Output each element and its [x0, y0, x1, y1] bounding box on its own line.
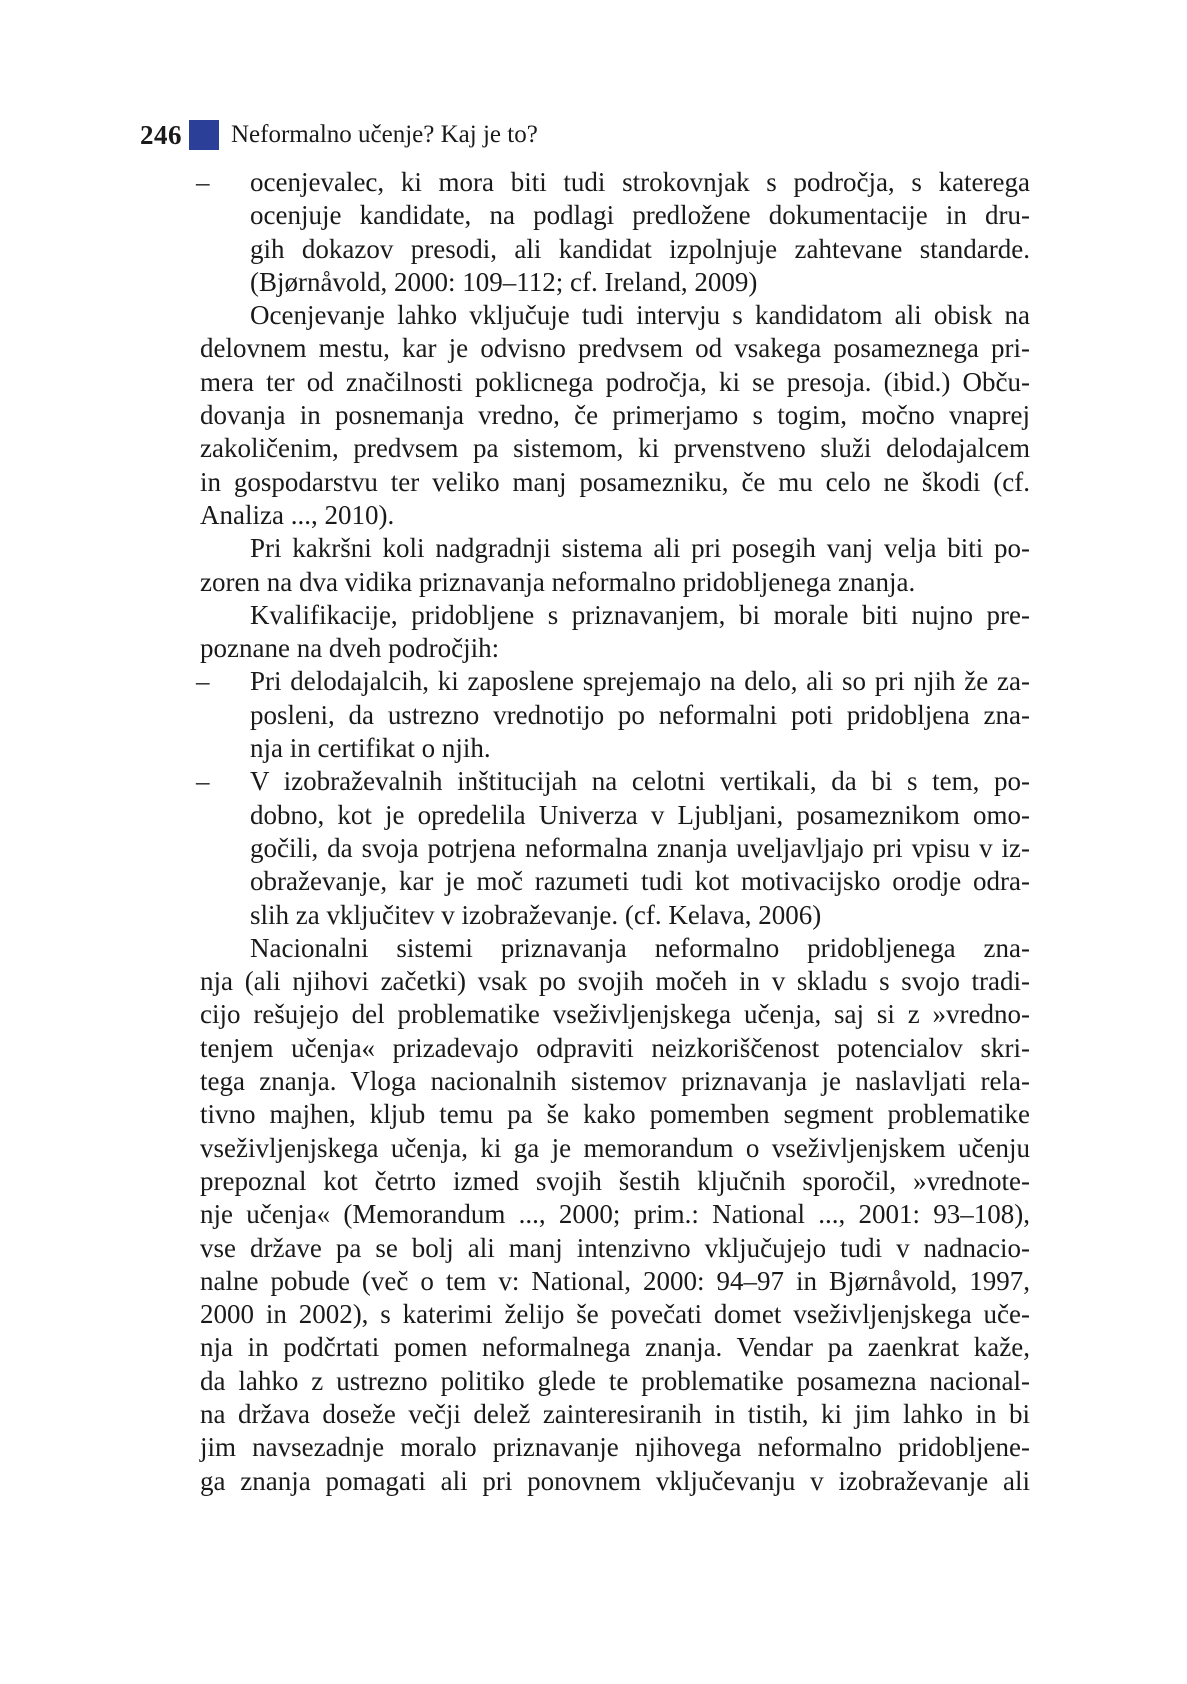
- text-line: [200, 1032, 1030, 1065]
- line-text: gih dokazov presodi, ali kandidat izpolnjuje zahtevane standarde.: [250, 233, 1030, 264]
- text-line: [196, 665, 1030, 698]
- line-text: da lahko z ustrezno politiko glede te problematike posamezna nacional-: [200, 1365, 1030, 1396]
- line-text: nje učenja« (Memorandum ..., 2000; prim.: National ..., 2001: 93–108),: [200, 1199, 1030, 1230]
- text-line: [200, 632, 1030, 665]
- text-line: [200, 266, 1030, 299]
- text-line: [196, 765, 1030, 798]
- line-text: mera ter od značilnosti poklicnega področja, ki se presoja. (ibid.) Obču-: [200, 366, 1030, 397]
- text-line: [200, 1298, 1030, 1331]
- line-text: dovanja in posnemanja vredno, če primerjamo s togim, močno vnaprej: [200, 400, 1030, 431]
- text-line: [200, 1365, 1030, 1398]
- line-text: poznane na dveh področjih:: [200, 633, 500, 664]
- line-text: zakoličenim, predvsem pa sistemom, ki prvenstveno služi delodajalcem: [200, 433, 1030, 464]
- line-text: Nacionalni sistemi priznavanja neformalno pridobljenega zna-: [250, 932, 1030, 963]
- line-text: cijo rešujejo del problematike vseživljenjskega učenja, saj si z »vredno-: [200, 999, 1030, 1030]
- line-text: (Bjørnåvold, 2000: 109–112; cf. Ireland, 2009): [250, 266, 758, 297]
- text-line: [200, 532, 1030, 565]
- text-line: [200, 1265, 1030, 1298]
- line-text: Ocenjevanje lahko vključuje tudi intervju s kandidatom ali obisk na: [250, 300, 1030, 331]
- line-text: prepoznal kot četrto izmed svojih šestih ključnih sporočil, »vrednote-: [200, 1165, 1030, 1196]
- text-line: [200, 599, 1030, 632]
- page-number: 246: [140, 119, 182, 150]
- line-text: delovnem mestu, kar je odvisno predvsem od vsakega posameznega pri-: [200, 333, 1030, 364]
- line-text: dobno, kot je opredelila Univerza v Ljubljani, posameznikom omo-: [250, 799, 1030, 830]
- text-line: [200, 899, 1030, 932]
- line-text: nja in podčrtati pomen neformalnega znanja. Vendar pa zaenkrat kaže,: [200, 1332, 1030, 1363]
- line-text: obraževanje, kar je moč razumeti tudi kot motivacijsko orodje odra-: [250, 866, 1030, 897]
- line-text: tivno majhen, kljub temu pa še kako pomemben segment problematike: [200, 1099, 1030, 1130]
- text-line: [200, 1065, 1030, 1098]
- text-line: [200, 399, 1030, 432]
- line-text: jim navsezadnje moralo priznavanje njihovega neformalno pridobljene-: [200, 1432, 1030, 1463]
- text-line: [200, 332, 1030, 365]
- text-line: [200, 299, 1030, 332]
- text-line: [200, 566, 1030, 599]
- text-line: [200, 699, 1030, 732]
- text-line: [200, 1098, 1030, 1131]
- text-line: [196, 166, 1030, 199]
- line-text: ocenjuje kandidate, na podlagi predložene dokumentacije in dru-: [250, 200, 1030, 231]
- line-text: in gospodarstvu ter veliko manj posamezniku, če mu celo ne škodi (cf.: [200, 466, 1030, 497]
- line-text: vse države pa se bolj ali manj intenzivno vključujejo tudi v nadnacio-: [200, 1232, 1030, 1263]
- text-line: [200, 932, 1030, 965]
- running-title: Neformalno učenje? Kaj je to?: [231, 121, 538, 148]
- text-line: [200, 799, 1030, 832]
- line-text: ga znanja pomagati ali pri ponovnem vključevanju v izobraževanje ali: [200, 1465, 1030, 1496]
- line-text: ocenjevalec, ki mora biti tudi strokovnjak s področja, s katerega: [250, 167, 1030, 197]
- text-line: [200, 1431, 1030, 1464]
- line-text: tenjem učenja« prizadevajo odpraviti neizkoriščenost potencialov skri-: [200, 1032, 1030, 1063]
- list-dash-icon: –: [196, 167, 210, 197]
- line-text: slih za vključitev v izobraževanje. (cf. Kelava, 2006): [250, 899, 822, 930]
- text-line: [200, 432, 1030, 465]
- running-header: [140, 117, 538, 153]
- text-line: [200, 732, 1030, 765]
- text-line: [200, 832, 1030, 865]
- body-text: [196, 166, 1030, 1498]
- line-text: nalne pobude (več o tem v: National, 2000: 94–97 in Bjørnåvold, 1997,: [200, 1265, 1030, 1296]
- line-text: tega znanja. Vloga nacionalnih sistemov priznavanja je naslavljati rela-: [200, 1066, 1030, 1097]
- line-text: posleni, da ustrezno vrednotijo po neformalni poti pridobljena zna-: [250, 699, 1030, 730]
- blue-square-marker-icon: [189, 120, 219, 150]
- line-text: Analiza ..., 2010).: [200, 499, 395, 530]
- text-line: [200, 1132, 1030, 1165]
- line-text: Pri delodajalcih, ki zaposlene sprejemajo na delo, ali so pri njih že za-: [250, 666, 1030, 697]
- line-text: V izobraževalnih inštitucijah na celotni vertikali, da bi s tem, po-: [250, 766, 1030, 797]
- text-line: [200, 199, 1030, 232]
- text-line: [200, 965, 1030, 998]
- line-text: zoren na dva vidika priznavanja neformalno pridobljenega znanja.: [200, 566, 916, 597]
- line-text: nja (ali njihovi začetki) vsak po svojih močeh in v skladu s svojo tradi-: [200, 966, 1030, 997]
- text-line: [200, 366, 1030, 399]
- text-line: [200, 865, 1030, 898]
- text-line: [200, 466, 1030, 499]
- line-text: nja in certifikat o njih.: [250, 733, 491, 764]
- text-line: [200, 1165, 1030, 1198]
- text-line: [200, 233, 1030, 266]
- line-text: na država doseže večji delež zainteresiranih in tistih, ki jim lahko in bi: [200, 1398, 1030, 1429]
- line-text: vseživljenjskega učenja, ki ga je memorandum o vseživljenjskem učenju: [200, 1132, 1030, 1163]
- line-text: gočili, da svoja potrjena neformalna znanja uveljavljajo pri vpisu v iz-: [250, 832, 1030, 863]
- text-line: [200, 499, 1030, 532]
- list-dash-icon: –: [196, 766, 210, 797]
- list-dash-icon: –: [196, 666, 210, 697]
- text-line: [200, 1465, 1030, 1498]
- text-line: [200, 1198, 1030, 1231]
- text-line: [200, 1398, 1030, 1431]
- text-line: [200, 1331, 1030, 1364]
- line-text: Kvalifikacije, pridobljene s priznavanjem, bi morale biti nujno pre-: [250, 599, 1030, 630]
- text-line: [200, 998, 1030, 1031]
- line-text: Pri kakršni koli nadgradnji sistema ali pri posegih vanj velja biti po-: [250, 533, 1030, 564]
- line-text: 2000 in 2002), s katerimi želijo še povečati domet vseživljenjskega uče-: [200, 1299, 1030, 1330]
- text-line: [200, 1232, 1030, 1265]
